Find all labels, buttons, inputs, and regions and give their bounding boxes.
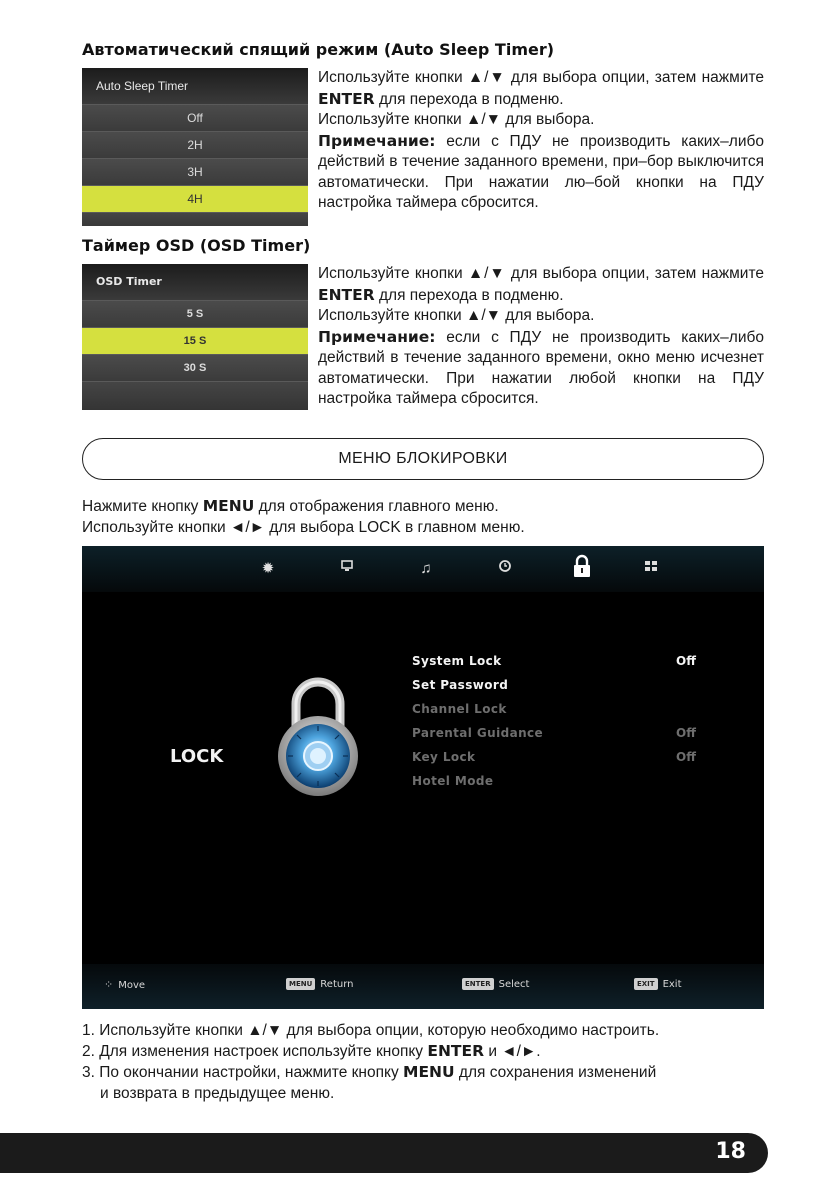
lock-menu-header: МЕНЮ БЛОКИРОВКИ: [82, 438, 764, 480]
menu-hint-bar: [82, 964, 764, 1009]
instruction-steps: [82, 1020, 782, 1104]
combination-lock-icon: [272, 666, 364, 806]
lock-intro: [82, 496, 525, 538]
step-3-menu-key: MENU: [403, 1063, 455, 1081]
auto-sleep-option-2h[interactable]: 2H: [82, 131, 308, 158]
menu-item-hotel-mode[interactable]: Hotel Mode: [412, 774, 494, 788]
auto-sleep-line2: Используйте кнопки ▲/▼ для выбора.: [318, 111, 595, 128]
music-icon[interactable]: ♫: [420, 560, 432, 577]
parental-guidance-value: Off: [676, 726, 696, 740]
step-3: [82, 1062, 782, 1083]
osd-line2: Используйте кнопки ▲/▼ для выбора.: [318, 307, 595, 324]
osd-line1: Используйте кнопки ▲/▼ для выбора опции, затем нажмите: [318, 265, 764, 282]
menu-item-channel-lock[interactable]: Channel Lock: [412, 702, 507, 716]
hint-select-label: Select: [498, 979, 530, 990]
lock-intro2: Используйте кнопки ◄/► для выбора LOCK в главном меню.: [82, 519, 525, 536]
step-2-enter-key: ENTER: [427, 1042, 485, 1060]
lock-intro1-post: для отображения главного меню.: [258, 498, 499, 515]
auto-sleep-panel-filler: [82, 212, 308, 226]
step-2-pre: 2. Для изменения настроек используйте кнопку: [82, 1043, 424, 1060]
osd-timer-description: [318, 264, 764, 410]
auto-sleep-option-4h[interactable]: 4H: [82, 185, 308, 212]
auto-sleep-description: [318, 68, 764, 214]
osd-option-5s[interactable]: 5 S: [82, 300, 308, 327]
osd-timer-title: Таймер OSD (OSD Timer): [82, 236, 311, 255]
hint-exit: [634, 978, 682, 990]
exit-key-badge: EXIT: [634, 978, 658, 990]
osd-timer-panel-title: OSD Timer: [82, 264, 308, 300]
auto-sleep-title: Автоматический спящий режим (Auto Sleep Timer): [82, 40, 555, 59]
osd-panel-filler: [82, 381, 308, 410]
auto-sleep-note-label: Примечание:: [318, 131, 436, 150]
osd-enter-key: ENTER: [318, 285, 375, 304]
auto-sleep-enter-key: ENTER: [318, 89, 375, 108]
menu-item-system-lock[interactable]: System Lock: [412, 654, 502, 668]
hint-move: [104, 978, 145, 991]
osd-line1-end: для перехода в подменю.: [378, 286, 564, 304]
hint-select: [462, 978, 529, 990]
hint-exit-label: Exit: [662, 979, 682, 990]
lock-icon[interactable]: [569, 554, 595, 582]
hint-move-label: Move: [118, 980, 146, 991]
lock-category-label: LOCK: [170, 746, 224, 767]
key-lock-value: Off: [676, 750, 696, 764]
clock-icon[interactable]: [494, 558, 516, 580]
system-lock-value: Off: [676, 654, 696, 668]
page-footer-bar: [0, 1133, 768, 1173]
osd-note: если с ПДУ не производить каких–либо действий в течение заданного времени, окно меню исчезнет автоматически. При нажатии любой кнопки на ПДУ настройка таймера сбросится.: [318, 328, 764, 407]
lock-intro1-pre: Нажмите кнопку: [82, 498, 199, 515]
step-2: [82, 1041, 782, 1062]
monitor-icon[interactable]: [336, 558, 358, 580]
step-3-pre: 3. По окончании настройки, нажмите кнопку: [82, 1064, 399, 1081]
menu-top-bar: [82, 546, 764, 592]
osd-note-label: Примечание:: [318, 327, 436, 346]
step-1: 1. Используйте кнопки ▲/▼ для выбора опции, которую необходимо настроить.: [82, 1022, 660, 1039]
auto-sleep-option-3h[interactable]: 3H: [82, 158, 308, 185]
auto-sleep-line1-end: для перехода в подменю.: [378, 90, 564, 108]
lock-intro-menu-key: MENU: [202, 497, 255, 515]
auto-sleep-line1: Используйте кнопки ▲/▼ для выбора опции, затем нажмите: [318, 69, 764, 86]
auto-sleep-panel: [82, 68, 308, 226]
grid-icon[interactable]: [640, 558, 662, 580]
menu-item-key-lock[interactable]: Key Lock: [412, 750, 476, 764]
auto-sleep-note: если с ПДУ не производить каких–либо действий в течение заданного времени, при–бор выключится автоматически. При нажатии лю–бой кнопки на ПДУ настройка таймера сбросится.: [318, 132, 764, 211]
step-3-continuation: и возврата в предыдущее меню.: [100, 1085, 335, 1102]
osd-option-30s[interactable]: 30 S: [82, 354, 308, 381]
osd-timer-panel: [82, 264, 308, 410]
osd-option-15s[interactable]: 15 S: [82, 327, 308, 354]
page-number: 18: [715, 1139, 746, 1164]
auto-sleep-panel-title: Auto Sleep Timer: [82, 68, 308, 104]
enter-key-badge: ENTER: [462, 978, 494, 990]
tv-lock-menu-screen: [82, 546, 764, 1009]
step-3-post: для сохранения изменений: [458, 1064, 657, 1081]
menu-item-parental-guidance[interactable]: Parental Guidance: [412, 726, 544, 740]
menu-item-set-password[interactable]: Set Password: [412, 678, 509, 692]
auto-sleep-option-off[interactable]: Off: [82, 104, 308, 131]
hint-return: [286, 978, 353, 990]
menu-key-badge: MENU: [286, 978, 315, 990]
gear-icon[interactable]: ✹: [261, 560, 275, 577]
move-arrows-icon: ⁘: [104, 978, 114, 991]
step-2-post: и ◄/►.: [488, 1043, 541, 1060]
hint-return-label: Return: [320, 979, 354, 990]
